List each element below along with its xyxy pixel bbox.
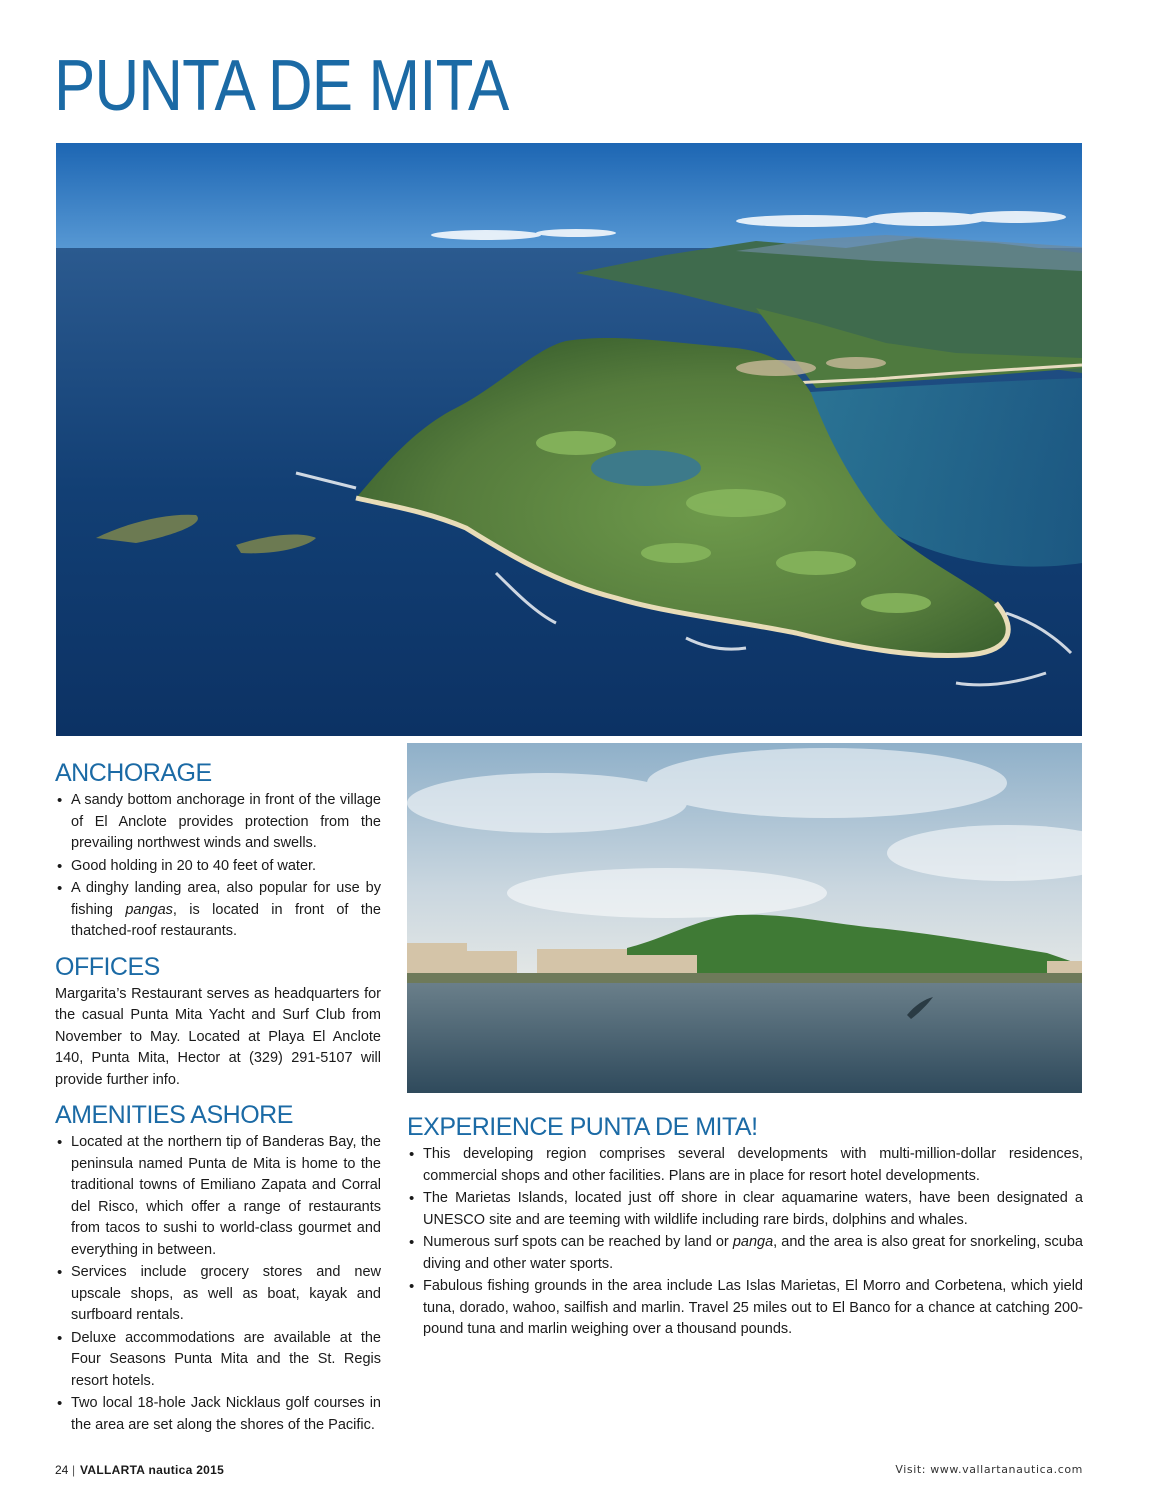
experience-heading: EXPERIENCE PUNTA DE MITA! [407,1113,758,1141]
italic-term: panga [732,1234,774,1250]
amenities-section [55,1100,381,1436]
experience-list [407,1144,1083,1341]
anchorage-heading: ANCHORAGE [55,759,212,787]
list-item: • A sandy bottom anchorage in front of the village of El Anclote provides protection from the prevailing northwest winds and swells. [55,790,381,855]
amenities-list [55,1132,381,1436]
text-run: , and the area is also great for snorkeling, scuba diving and other water sports. [423,1234,1083,1272]
text-run: , is located in front of the thatched-roof restaurants. [71,901,381,939]
list-item: • Services include grocery stores and new upscale shops, as well as boat, kayak and surfboard rentals. [55,1262,381,1327]
shoreline-from-water-photo [407,743,1082,1093]
list-item: • Good holding in 20 to 40 feet of water. [55,856,381,878]
left-column [55,758,381,1445]
anchorage-list [55,790,381,943]
amenities-heading: AMENITIES ASHORE [55,1101,293,1129]
shoreline [407,973,1082,983]
footer-separator: | [72,1463,76,1477]
list-item: • This developing region comprises several developments with multi-million-dollar residences, commercial shops and other facilities. Plans are in place for resort hotel developments. [407,1144,1083,1187]
list-item [55,878,381,943]
sea [407,983,1082,1093]
text-run: A dinghy landing area, also popular for use by fishing [71,880,381,918]
offices-heading: OFFICES [55,952,160,981]
website-link[interactable]: Visit: www.vallartanautica.com [895,1463,1083,1476]
offices-paragraph: Margarita’s Restaurant serves as headquarters for the casual Punta Mita Yacht and Surf Club from November to May. Located at Playa El Anclote 140, Punta Mita, Hector at (329) 291-5107 will provide further info. [55,985,381,1088]
lake [591,450,701,486]
right-column [407,1112,1083,1342]
list-item: • Fabulous fishing grounds in the area include Las Islas Marietas, El Morro and Corbetena, which yield tuna, dorado, wahoo, sailfish and marlin. Travel 25 miles out to El Banco for a chance at catching 200-pound tuna and marlin weighing over a thousand pounds. [407,1276,1083,1341]
list-item: • Deluxe accommodations are available at the Four Seasons Punta Mita and the St. Regis resort hotels. [55,1328,381,1393]
text-run: Numerous surf spots can be reached by land or [423,1234,733,1250]
list-item [407,1232,1083,1275]
anchorage-section [55,758,381,943]
page-number: 24 [55,1463,69,1477]
list-item: • Two local 18-hole Jack Nicklaus golf courses in the area are set along the shores of the Pacific. [55,1393,381,1436]
page-footer [55,1463,1083,1483]
list-item: • The Marietas Islands, located just off shore in clear aquamarine waters, have been designated a UNESCO site and are teeming with wildlife including rare birds, dolphins and whales. [407,1188,1083,1231]
list-item: • Located at the northern tip of Banderas Bay, the peninsula named Punta de Mita is home to the traditional towns of Emiliano Zapata and Corral del Risco, which offer a range of restaurants from tacos to sushi to world-class gourmet and everything in between. [55,1132,381,1261]
page-title: PUNTA DE MITA [54,46,509,126]
magazine-name: VALLARTA nautica 2015 [80,1463,225,1477]
offices-section [55,952,381,1092]
aerial-peninsula-photo [56,143,1082,736]
italic-term: pangas [125,901,173,918]
